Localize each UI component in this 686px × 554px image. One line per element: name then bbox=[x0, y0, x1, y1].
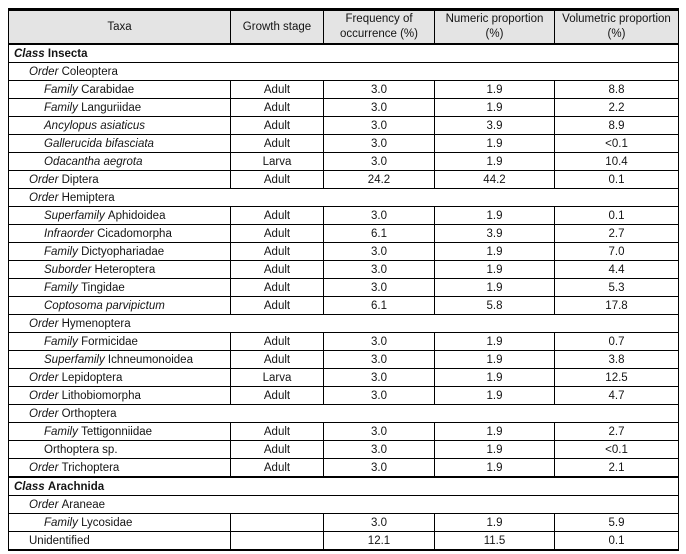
taxa-cell bbox=[9, 44, 679, 63]
growth-stage-cell: Adult bbox=[231, 333, 324, 351]
volumetric-proportion-cell: 0.1 bbox=[555, 171, 679, 189]
taxon-rank-prefix: Superfamily bbox=[44, 353, 108, 366]
header-frequency-line2: occurrence (%) bbox=[340, 28, 418, 40]
taxon-name: Diptera bbox=[61, 173, 99, 186]
taxon-name: Unidentified bbox=[29, 534, 90, 547]
taxon-rank-prefix: Order bbox=[29, 317, 62, 330]
numeric-proportion-cell: 1.9 bbox=[435, 514, 555, 532]
numeric-proportion-cell: 11.5 bbox=[435, 532, 555, 551]
table-row bbox=[9, 44, 679, 63]
numeric-proportion-cell: 1.9 bbox=[435, 81, 555, 99]
growth-stage-cell: Adult bbox=[231, 99, 324, 117]
volumetric-proportion-cell: 3.8 bbox=[555, 351, 679, 369]
table-header bbox=[9, 10, 679, 45]
taxon-name: Orthoptera sp. bbox=[44, 443, 118, 456]
table-row bbox=[9, 171, 679, 189]
taxa-cell bbox=[9, 514, 231, 532]
taxon-rank-prefix: Order bbox=[29, 65, 62, 78]
volumetric-proportion-cell: 4.7 bbox=[555, 387, 679, 405]
growth-stage-cell: Adult bbox=[231, 261, 324, 279]
numeric-proportion-cell: 1.9 bbox=[435, 207, 555, 225]
taxon-rank-prefix: Order bbox=[29, 389, 62, 402]
taxa-cell bbox=[9, 207, 231, 225]
header-row bbox=[9, 10, 679, 45]
taxa-cell bbox=[9, 135, 231, 153]
header-volumetric bbox=[555, 10, 679, 45]
header-taxa bbox=[9, 10, 231, 45]
frequency-cell: 3.0 bbox=[324, 243, 435, 261]
table-row bbox=[9, 387, 679, 405]
growth-stage-cell: Adult bbox=[231, 207, 324, 225]
taxa-cell bbox=[9, 225, 231, 243]
table-row bbox=[9, 99, 679, 117]
table-row bbox=[9, 81, 679, 99]
header-growth-stage bbox=[231, 10, 324, 45]
taxon-rank-prefix: Order bbox=[29, 461, 62, 474]
taxon-name: Ancylopus asiaticus bbox=[44, 119, 145, 132]
taxon-rank-prefix: Order bbox=[29, 371, 62, 384]
header-numeric-line1: Numeric proportion bbox=[445, 13, 544, 26]
frequency-cell: 6.1 bbox=[324, 297, 435, 315]
growth-stage-cell: Adult bbox=[231, 459, 324, 478]
taxa-cell bbox=[9, 496, 679, 514]
numeric-proportion-cell: 3.9 bbox=[435, 117, 555, 135]
table-row bbox=[9, 225, 679, 243]
taxa-cell bbox=[9, 423, 231, 441]
frequency-cell: 3.0 bbox=[324, 351, 435, 369]
table-row bbox=[9, 496, 679, 514]
frequency-cell: 3.0 bbox=[324, 81, 435, 99]
taxa-cell bbox=[9, 532, 231, 551]
taxon-name: Trichoptera bbox=[61, 461, 120, 474]
taxon-name: Formicidae bbox=[81, 335, 138, 348]
taxon-rank-prefix: Order bbox=[29, 407, 62, 420]
frequency-cell: 3.0 bbox=[324, 369, 435, 387]
volumetric-proportion-cell: 8.8 bbox=[555, 81, 679, 99]
taxon-name: Insecta bbox=[47, 47, 88, 60]
frequency-cell: 3.0 bbox=[324, 207, 435, 225]
taxon-rank-prefix: Family bbox=[44, 516, 82, 529]
taxa-cell bbox=[9, 189, 679, 207]
header-taxa-label: Taxa bbox=[107, 20, 132, 33]
table-row bbox=[9, 135, 679, 153]
taxon-rank-prefix: Family bbox=[44, 335, 82, 348]
volumetric-proportion-cell: 4.4 bbox=[555, 261, 679, 279]
taxa-cell bbox=[9, 315, 679, 333]
table-row bbox=[9, 351, 679, 369]
volumetric-proportion-cell: 0.1 bbox=[555, 532, 679, 551]
taxa-cell bbox=[9, 63, 679, 81]
taxon-name: Ichneumonoidea bbox=[107, 353, 193, 366]
volumetric-proportion-cell: <0.1 bbox=[555, 441, 679, 459]
taxon-name: Tingidae bbox=[81, 281, 125, 294]
taxa-cell bbox=[9, 261, 231, 279]
growth-stage-cell: Adult bbox=[231, 117, 324, 135]
volumetric-proportion-cell: 2.7 bbox=[555, 225, 679, 243]
taxa-cell bbox=[9, 387, 231, 405]
header-volumetric-line2: (%) bbox=[607, 28, 626, 40]
volumetric-proportion-cell: 8.9 bbox=[555, 117, 679, 135]
header-numeric-line2: (%) bbox=[485, 28, 504, 40]
volumetric-proportion-cell: <0.1 bbox=[555, 135, 679, 153]
numeric-proportion-cell: 1.9 bbox=[435, 333, 555, 351]
volumetric-proportion-cell: 7.0 bbox=[555, 243, 679, 261]
growth-stage-cell: Adult bbox=[231, 441, 324, 459]
taxon-name: Lycosidae bbox=[81, 516, 133, 529]
numeric-proportion-cell: 1.9 bbox=[435, 153, 555, 171]
taxon-rank-prefix: Suborder bbox=[44, 263, 95, 276]
taxon-name: Araneae bbox=[61, 498, 106, 511]
taxon-name: Dictyophariadae bbox=[81, 245, 165, 258]
numeric-proportion-cell: 1.9 bbox=[435, 459, 555, 478]
taxa-cell bbox=[9, 369, 231, 387]
volumetric-proportion-cell: 12.5 bbox=[555, 369, 679, 387]
growth-stage-cell: Adult bbox=[231, 387, 324, 405]
frequency-cell: 12.1 bbox=[324, 532, 435, 551]
taxa-cell bbox=[9, 279, 231, 297]
numeric-proportion-cell: 1.9 bbox=[435, 99, 555, 117]
diet-composition-table bbox=[8, 8, 679, 551]
table-row bbox=[9, 261, 679, 279]
table-row bbox=[9, 189, 679, 207]
growth-stage-cell: Adult bbox=[231, 297, 324, 315]
taxa-cell bbox=[9, 243, 231, 261]
taxon-rank-prefix: Family bbox=[44, 83, 82, 96]
header-growth-stage-label: Growth stage bbox=[242, 20, 312, 33]
table-row bbox=[9, 153, 679, 171]
taxa-cell bbox=[9, 297, 231, 315]
frequency-cell: 3.0 bbox=[324, 423, 435, 441]
taxon-name: Tettigonniidae bbox=[81, 425, 153, 438]
taxon-rank-prefix: Class bbox=[14, 47, 48, 60]
numeric-proportion-cell: 1.9 bbox=[435, 261, 555, 279]
taxon-name: Aphidoidea bbox=[107, 209, 166, 222]
volumetric-proportion-cell: 2.7 bbox=[555, 423, 679, 441]
numeric-proportion-cell: 44.2 bbox=[435, 171, 555, 189]
taxon-name: Coleoptera bbox=[61, 65, 118, 78]
table-row bbox=[9, 279, 679, 297]
taxon-name: Languriidae bbox=[81, 101, 142, 114]
taxa-cell bbox=[9, 477, 679, 496]
taxon-rank-prefix: Infraorder bbox=[44, 227, 98, 240]
taxon-name: Gallerucida bifasciata bbox=[44, 137, 154, 150]
numeric-proportion-cell: 1.9 bbox=[435, 279, 555, 297]
taxa-cell bbox=[9, 117, 231, 135]
table-row bbox=[9, 315, 679, 333]
table-row bbox=[9, 243, 679, 261]
table-row bbox=[9, 459, 679, 478]
numeric-proportion-cell: 3.9 bbox=[435, 225, 555, 243]
taxa-cell bbox=[9, 441, 231, 459]
table-row bbox=[9, 117, 679, 135]
numeric-proportion-cell: 1.9 bbox=[435, 369, 555, 387]
volumetric-proportion-cell: 2.1 bbox=[555, 459, 679, 478]
frequency-cell: 24.2 bbox=[324, 171, 435, 189]
taxon-name: Cicadomorpha bbox=[97, 227, 172, 240]
growth-stage-cell: Adult bbox=[231, 81, 324, 99]
volumetric-proportion-cell: 17.8 bbox=[555, 297, 679, 315]
taxon-name: Carabidae bbox=[81, 83, 135, 96]
table-row bbox=[9, 63, 679, 81]
numeric-proportion-cell: 1.9 bbox=[435, 351, 555, 369]
taxon-name: Coptosoma parvipictum bbox=[44, 299, 165, 312]
taxon-rank-prefix: Family bbox=[44, 281, 82, 294]
frequency-cell: 3.0 bbox=[324, 459, 435, 478]
numeric-proportion-cell: 1.9 bbox=[435, 441, 555, 459]
table-row bbox=[9, 333, 679, 351]
taxon-rank-prefix: Family bbox=[44, 101, 82, 114]
volumetric-proportion-cell: 0.7 bbox=[555, 333, 679, 351]
taxa-cell bbox=[9, 81, 231, 99]
table-row bbox=[9, 441, 679, 459]
growth-stage-cell: Adult bbox=[231, 423, 324, 441]
taxon-name: Lepidoptera bbox=[61, 371, 123, 384]
numeric-proportion-cell: 5.8 bbox=[435, 297, 555, 315]
taxon-rank-prefix: Family bbox=[44, 425, 82, 438]
volumetric-proportion-cell: 0.1 bbox=[555, 207, 679, 225]
frequency-cell: 3.0 bbox=[324, 514, 435, 532]
taxa-cell bbox=[9, 99, 231, 117]
table-row bbox=[9, 405, 679, 423]
taxa-cell bbox=[9, 333, 231, 351]
taxon-rank-prefix: Family bbox=[44, 245, 82, 258]
taxon-name: Hymenoptera bbox=[61, 317, 131, 330]
numeric-proportion-cell: 1.9 bbox=[435, 135, 555, 153]
table-row bbox=[9, 423, 679, 441]
taxon-name: Lithobiomorpha bbox=[61, 389, 141, 402]
taxa-cell bbox=[9, 459, 231, 478]
taxon-name: Odacantha aegrota bbox=[44, 155, 143, 168]
frequency-cell: 3.0 bbox=[324, 333, 435, 351]
growth-stage-cell: Larva bbox=[231, 369, 324, 387]
table-body bbox=[9, 44, 679, 550]
taxon-rank-prefix: Order bbox=[29, 191, 62, 204]
growth-stage-cell bbox=[231, 532, 324, 551]
taxa-cell bbox=[9, 153, 231, 171]
taxa-cell bbox=[9, 405, 679, 423]
header-frequency bbox=[324, 10, 435, 45]
frequency-cell: 3.0 bbox=[324, 441, 435, 459]
growth-stage-cell: Adult bbox=[231, 279, 324, 297]
numeric-proportion-cell: 1.9 bbox=[435, 387, 555, 405]
frequency-cell: 3.0 bbox=[324, 135, 435, 153]
table-row bbox=[9, 477, 679, 496]
table-row bbox=[9, 369, 679, 387]
header-numeric bbox=[435, 10, 555, 45]
numeric-proportion-cell: 1.9 bbox=[435, 423, 555, 441]
header-frequency-line1: Frequency of bbox=[345, 13, 413, 26]
frequency-cell: 6.1 bbox=[324, 225, 435, 243]
volumetric-proportion-cell: 5.9 bbox=[555, 514, 679, 532]
taxon-rank-prefix: Order bbox=[29, 173, 62, 186]
numeric-proportion-cell: 1.9 bbox=[435, 243, 555, 261]
table-row bbox=[9, 514, 679, 532]
taxon-rank-prefix: Class bbox=[14, 480, 48, 493]
frequency-cell: 3.0 bbox=[324, 99, 435, 117]
volumetric-proportion-cell: 5.3 bbox=[555, 279, 679, 297]
frequency-cell: 3.0 bbox=[324, 261, 435, 279]
growth-stage-cell: Adult bbox=[231, 135, 324, 153]
table-row bbox=[9, 207, 679, 225]
frequency-cell: 3.0 bbox=[324, 279, 435, 297]
table-row bbox=[9, 532, 679, 551]
taxon-name: Orthoptera bbox=[61, 407, 117, 420]
taxon-rank-prefix: Order bbox=[29, 498, 62, 511]
header-volumetric-line1: Volumetric proportion bbox=[562, 13, 671, 26]
table-row bbox=[9, 297, 679, 315]
taxa-cell bbox=[9, 351, 231, 369]
growth-stage-cell: Adult bbox=[231, 351, 324, 369]
growth-stage-cell: Adult bbox=[231, 225, 324, 243]
taxon-name: Hemiptera bbox=[61, 191, 115, 204]
volumetric-proportion-cell: 10.4 bbox=[555, 153, 679, 171]
taxa-cell bbox=[9, 171, 231, 189]
taxon-rank-prefix: Superfamily bbox=[44, 209, 108, 222]
frequency-cell: 3.0 bbox=[324, 117, 435, 135]
growth-stage-cell bbox=[231, 514, 324, 532]
frequency-cell: 3.0 bbox=[324, 153, 435, 171]
taxon-name: Heteroptera bbox=[94, 263, 156, 276]
growth-stage-cell: Larva bbox=[231, 153, 324, 171]
growth-stage-cell: Adult bbox=[231, 243, 324, 261]
growth-stage-cell: Adult bbox=[231, 171, 324, 189]
taxon-name: Arachnida bbox=[47, 480, 105, 493]
frequency-cell: 3.0 bbox=[324, 387, 435, 405]
volumetric-proportion-cell: 2.2 bbox=[555, 99, 679, 117]
